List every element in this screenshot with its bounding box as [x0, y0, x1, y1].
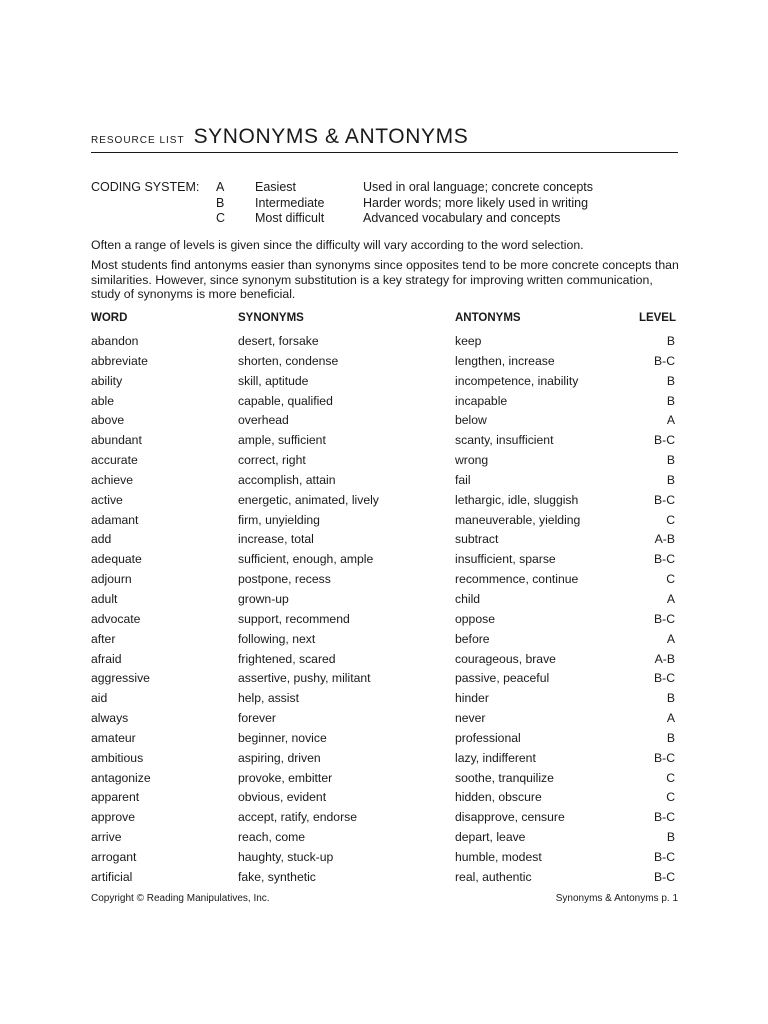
synonyms-cell: frightened, scared — [238, 651, 336, 666]
antonyms-cell: humble, modest — [455, 849, 542, 864]
level-cell: B — [666, 730, 675, 745]
table-row — [91, 411, 678, 431]
table-row — [91, 808, 678, 828]
antonyms-cell: subtract — [455, 532, 499, 547]
level-cell: C — [666, 512, 675, 527]
table-row — [91, 590, 678, 610]
word-cell: add — [91, 532, 112, 547]
table-row — [91, 471, 678, 491]
synonyms-cell: skill, aptitude — [238, 373, 309, 388]
synonyms-cell: provoke, embitter — [238, 770, 333, 785]
table-row — [91, 769, 678, 789]
level-cell: C — [666, 572, 675, 587]
synonyms-cell: haughty, stuck-up — [238, 849, 334, 864]
level-cell: B — [666, 393, 675, 408]
page-footer — [91, 893, 678, 904]
synonyms-cell: overhead — [238, 413, 289, 428]
coding-letter: A — [216, 180, 225, 194]
word-cell: adult — [91, 591, 118, 606]
antonyms-cell: incompetence, inability — [455, 373, 579, 388]
table-row — [91, 530, 678, 550]
antonyms-cell: soothe, tranquilize — [455, 770, 554, 785]
antonyms-cell: before — [455, 631, 490, 646]
coding-system-label: CODING SYSTEM: — [91, 180, 200, 194]
word-cell: adamant — [91, 512, 139, 527]
synonyms-cell: accomplish, attain — [238, 472, 336, 487]
synonyms-cell: capable, qualified — [238, 393, 333, 408]
page-number: Synonyms & Antonyms p. 1 — [555, 893, 678, 904]
antonyms-cell: fail — [455, 472, 471, 487]
coding-level: Intermediate — [255, 195, 325, 210]
coding-description: Used in oral language; concrete concepts — [363, 180, 594, 194]
level-cell: A-B — [654, 651, 675, 666]
level-cell: B — [666, 691, 675, 706]
table-row — [91, 372, 678, 392]
word-cell: arrive — [91, 830, 122, 845]
word-cell: artificial — [91, 869, 133, 884]
table-row — [91, 848, 678, 868]
header-synonyms: SYNONYMS — [238, 312, 304, 324]
table-row — [91, 788, 678, 808]
table-row — [91, 511, 678, 531]
synonyms-cell: sufficient, enough, ample — [238, 552, 374, 567]
synonyms-cell: increase, total — [238, 532, 314, 547]
table-row — [91, 828, 678, 848]
level-cell: B — [666, 373, 675, 388]
word-cell: antagonize — [91, 770, 151, 785]
header-antonyms: ANTONYMS — [455, 312, 521, 324]
synonyms-cell: grown-up — [238, 591, 289, 606]
synonyms-cell: reach, come — [238, 830, 306, 845]
synonyms-cell: correct, right — [238, 453, 306, 468]
word-cell: ability — [91, 373, 123, 388]
antonyms-cell: incapable — [455, 393, 508, 408]
level-cell: B-C — [654, 869, 675, 884]
antonyms-cell: lethargic, idle, sluggish — [455, 492, 579, 507]
table-row — [91, 332, 678, 352]
synonyms-cell: obvious, evident — [238, 790, 327, 805]
header-level: LEVEL — [638, 312, 676, 324]
antonyms-cell: courageous, brave — [455, 651, 556, 666]
table-row — [91, 729, 678, 749]
antonyms-cell: never — [455, 711, 486, 726]
table-row — [91, 630, 678, 650]
antonyms-cell: recommence, continue — [455, 572, 579, 587]
antonyms-cell: disapprove, censure — [455, 810, 565, 825]
synonyms-cell: fake, synthetic — [238, 869, 316, 884]
word-cell: aggressive — [91, 671, 150, 686]
coding-level: Easiest — [255, 180, 296, 194]
synonyms-cell: assertive, pushy, militant — [238, 671, 371, 686]
word-cell: after — [91, 631, 116, 646]
copyright-text: Copyright © Reading Manipulatives, Inc. — [91, 893, 270, 904]
coding-letter: C — [216, 211, 226, 225]
synonyms-cell: following, next — [238, 631, 316, 646]
table-row — [91, 709, 678, 729]
table-row — [91, 550, 678, 570]
level-cell: B-C — [654, 849, 675, 864]
level-cell: A-B — [654, 532, 675, 547]
synonyms-cell: forever — [238, 711, 276, 726]
table-row — [91, 352, 678, 372]
word-cell: afraid — [91, 651, 122, 666]
table-row — [91, 451, 678, 471]
table-row — [91, 570, 678, 590]
synonyms-cell: desert, forsake — [238, 334, 319, 348]
table-row — [91, 431, 678, 451]
antonyms-cell: oppose — [455, 611, 495, 626]
word-cell: abandon — [91, 334, 139, 348]
coding-description: Harder words; more likely used in writing — [363, 195, 589, 210]
table-row — [91, 491, 678, 511]
word-cell: arrogant — [91, 849, 137, 864]
word-cell: adequate — [91, 552, 142, 567]
word-cell: abundant — [91, 433, 142, 448]
table-row — [91, 749, 678, 769]
level-cell: B — [666, 830, 675, 845]
antonyms-cell: scanty, insufficient — [455, 433, 554, 448]
antonyms-cell: lengthen, increase — [455, 353, 555, 368]
synonyms-cell: aspiring, driven — [238, 750, 321, 765]
antonyms-cell: depart, leave — [455, 830, 526, 845]
level-cell: C — [666, 790, 675, 805]
coding-system — [91, 180, 691, 227]
coding-letter: B — [216, 195, 225, 210]
intro-paragraph: Most students find antonyms easier than synonyms since opposites tend to be more concrete concepts than similarities. However, since synonym substitution is a key strategy for improving written communication, study of synonyms is more beneficial. — [91, 257, 679, 302]
level-cell: B-C — [654, 810, 675, 825]
synonyms-cell: support, recommend — [238, 611, 350, 626]
word-cell: above — [91, 413, 125, 428]
table-row — [91, 669, 678, 689]
antonyms-cell: passive, peaceful — [455, 671, 550, 686]
synonyms-cell: accept, ratify, endorse — [238, 810, 357, 825]
antonyms-cell: real, authentic — [455, 869, 532, 884]
level-cell: A — [666, 631, 675, 646]
word-cell: able — [91, 393, 115, 408]
table-row — [91, 650, 678, 670]
level-cell: B — [666, 472, 675, 487]
level-cell: B-C — [654, 433, 675, 448]
antonyms-cell: child — [455, 591, 481, 606]
level-cell: A — [666, 413, 675, 428]
page-header — [91, 124, 678, 153]
table-body — [91, 332, 678, 888]
header-word: WORD — [91, 312, 128, 324]
synonyms-cell: help, assist — [238, 691, 299, 706]
word-cell: apparent — [91, 790, 140, 805]
synonyms-cell: firm, unyielding — [238, 512, 320, 527]
word-cell: accurate — [91, 453, 138, 468]
word-cell: approve — [91, 810, 136, 825]
page-title: SYNONYMS & ANTONYMS — [193, 125, 469, 148]
antonyms-cell: wrong — [455, 453, 489, 468]
word-cell: always — [91, 711, 129, 726]
antonyms-cell: insufficient, sparse — [455, 552, 556, 567]
antonyms-cell: keep — [455, 334, 482, 348]
table-row — [91, 689, 678, 709]
intro-paragraph: Often a range of levels is given since the difficulty will vary according to the word selection. — [91, 238, 584, 252]
word-cell: aid — [91, 691, 108, 706]
level-cell: B-C — [654, 750, 675, 765]
level-cell: B-C — [654, 611, 675, 626]
level-cell: A — [666, 711, 675, 726]
table-header — [91, 310, 678, 332]
word-table — [91, 310, 678, 888]
antonyms-cell: professional — [455, 730, 521, 745]
header-prefix: RESOURCE LIST — [91, 135, 185, 146]
synonyms-cell: beginner, novice — [238, 730, 327, 745]
level-cell: A — [666, 591, 675, 606]
word-cell: amateur — [91, 730, 136, 745]
synonyms-cell: postpone, recess — [238, 572, 331, 587]
level-cell: B — [666, 334, 675, 348]
coding-row — [91, 196, 691, 212]
antonyms-cell: below — [455, 413, 487, 428]
word-cell: active — [91, 492, 123, 507]
coding-level: Most difficult — [255, 211, 325, 225]
antonyms-cell: hinder — [455, 691, 489, 706]
coding-row — [91, 211, 691, 227]
level-cell: B-C — [654, 492, 675, 507]
antonyms-cell: lazy, indifferent — [455, 750, 536, 765]
intro-paragraphs — [91, 238, 681, 307]
table-row — [91, 868, 678, 888]
word-cell: achieve — [91, 472, 134, 487]
level-cell: C — [666, 770, 675, 785]
level-cell: B-C — [654, 671, 675, 686]
word-cell: ambitious — [91, 750, 144, 765]
synonyms-cell: energetic, animated, lively — [238, 492, 379, 507]
table-row — [91, 392, 678, 412]
antonyms-cell: maneuverable, yielding — [455, 512, 581, 527]
level-cell: B-C — [654, 353, 675, 368]
coding-row — [91, 180, 691, 196]
level-cell: B — [666, 453, 675, 468]
word-cell: advocate — [91, 611, 141, 626]
level-cell: B-C — [654, 552, 675, 567]
table-row — [91, 610, 678, 630]
word-cell: adjourn — [91, 572, 132, 587]
synonyms-cell: shorten, condense — [238, 353, 339, 368]
antonyms-cell: hidden, obscure — [455, 790, 542, 805]
synonyms-cell: ample, sufficient — [238, 433, 326, 448]
coding-description: Advanced vocabulary and concepts — [363, 211, 561, 225]
word-cell: abbreviate — [91, 353, 148, 368]
